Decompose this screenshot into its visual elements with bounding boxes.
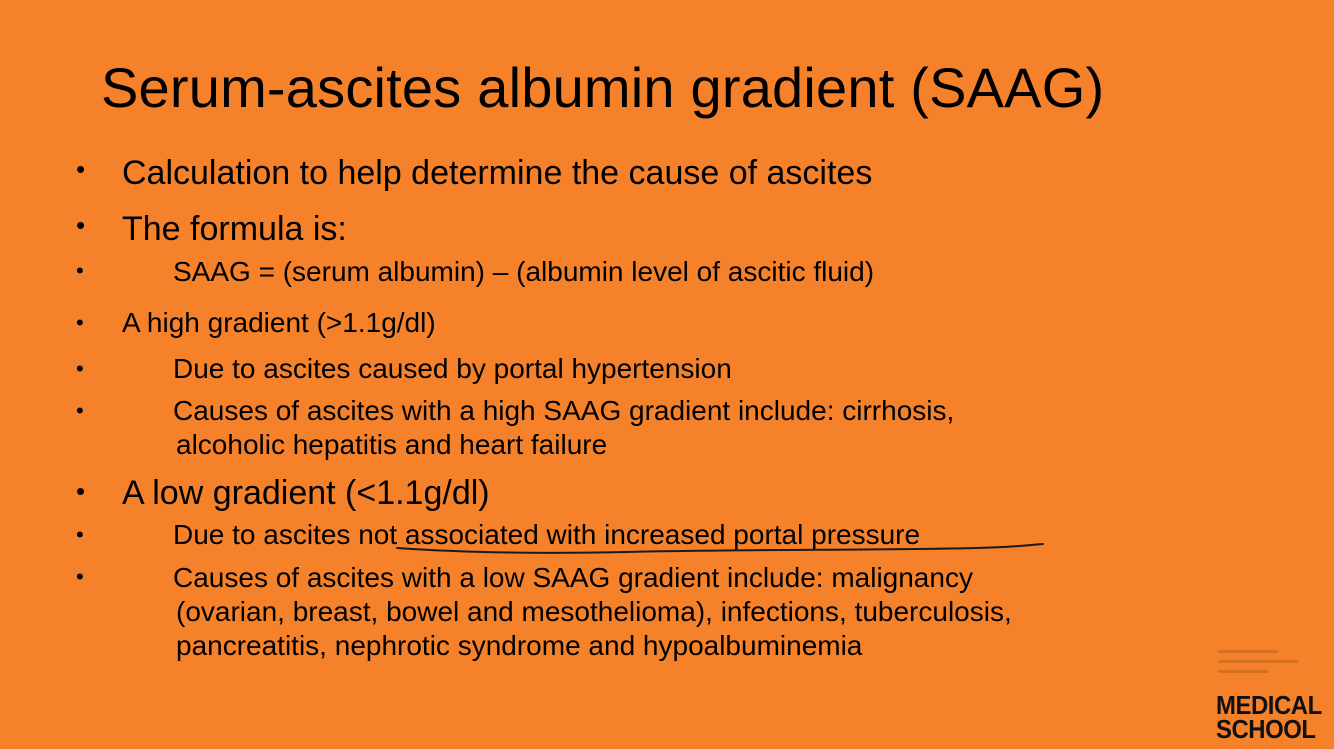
- bullet-text: A high gradient (>1.1g/dl): [122, 307, 436, 338]
- bullet-text-continuation: alcoholic hepatitis and heart failure: [176, 429, 608, 460]
- logo-faint-mark: [1218, 648, 1314, 688]
- bullet-text: Due to ascites not associated with increased portal pressure: [173, 519, 921, 550]
- bullet-text: The formula is:: [122, 210, 347, 248]
- bullet-text: Causes of ascites with a high SAAG gradient include: cirrhosis,: [173, 395, 955, 426]
- logo-line-2: SCHOOL: [1216, 714, 1316, 744]
- bullet-glyph: •: [76, 258, 84, 283]
- bullet-glyph: •: [76, 522, 84, 547]
- bullet-glyph: •: [76, 356, 84, 381]
- bullet-text: Due to ascites caused by portal hypertension: [173, 353, 732, 384]
- bullet-glyph: •: [76, 154, 86, 184]
- slide-title: Serum-ascites albumin gradient (SAAG): [101, 56, 1105, 119]
- bullet-text: A low gradient (<1.1g/dl): [122, 474, 490, 512]
- bullet-text: Calculation to help determine the cause of ascites: [122, 154, 873, 192]
- bullet-text: Causes of ascites with a low SAAG gradient include: malignancy: [173, 562, 973, 593]
- bullet-glyph: •: [76, 398, 84, 423]
- hand-drawn-underline: [395, 540, 1045, 560]
- bullet-glyph: •: [76, 476, 86, 506]
- bullet-glyph: •: [76, 210, 86, 240]
- medical-school-logo: [1216, 690, 1322, 744]
- bullet-text-continuation: pancreatitis, nephrotic syndrome and hypoalbuminemia: [176, 630, 863, 661]
- bullet-text: SAAG = (serum albumin) – (albumin level of ascitic fluid): [173, 256, 875, 287]
- bullet-glyph: •: [76, 310, 84, 335]
- bullet-glyph: •: [76, 564, 84, 589]
- logo-line-1: MEDICAL: [1216, 690, 1322, 720]
- bullet-text-continuation: (ovarian, breast, bowel and mesothelioma), infections, tuberculosis,: [176, 596, 1012, 627]
